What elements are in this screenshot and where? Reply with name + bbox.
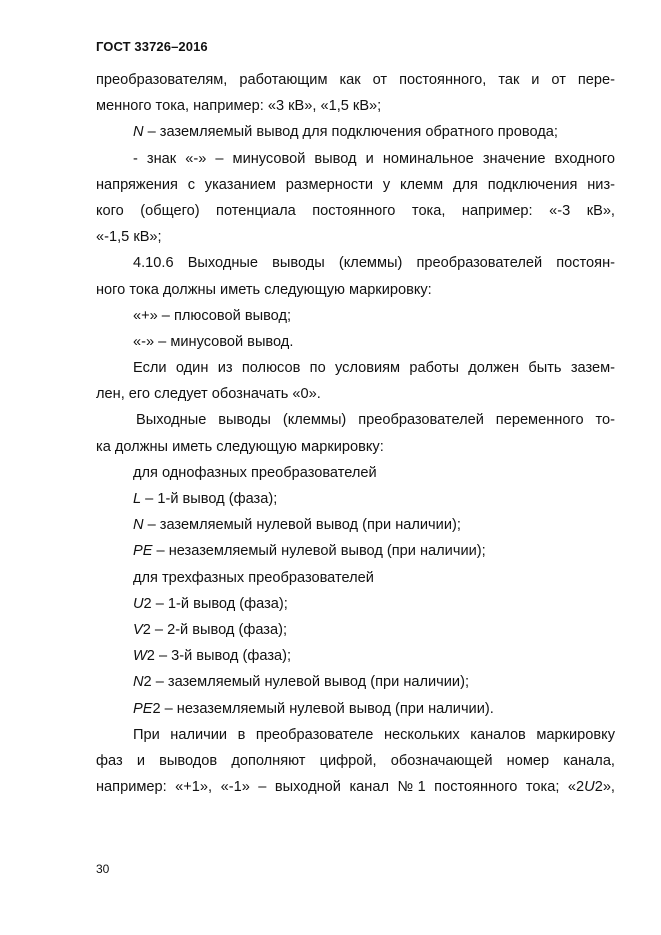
text-line: Если один из полюсов по условиям работы должен быть зазем- [133,360,615,377]
text-line: лен, его следует обозначать «0». [96,386,321,403]
document-header: ГОСТ 33726–2016 [96,39,208,54]
text-line: - знак «-» – минусовой вывод и номинальное значение входного [133,150,615,167]
text-line: N – заземляемый нулевой вывод (при наличии); [133,517,461,534]
text-line: менного тока, например: «3 кВ», «1,5 кВ»; [96,98,382,115]
text-line: N – заземляемый вывод для подключения обратного провода; [133,124,558,141]
text-line: V2 – 2-й вывод (фаза); [133,621,287,638]
text-line: ного тока должны иметь следующую маркировку: [96,281,432,298]
text-line: кого (общего) потенциала постоянного тока, например: «-3 кВ», [96,202,615,219]
document-body [96,67,615,800]
text-line: «-» – минусовой вывод. [133,333,294,350]
text-line: преобразователям, работающим как от постоянного, так и от пере- [96,72,615,88]
text-line: для однофазных преобразователей [133,464,377,481]
text-line: напряжения с указанием размерности у клемм для подключения низ- [96,176,615,193]
text-line: «-1,5 кВ»; [96,229,162,246]
page-number: 30 [96,862,110,876]
text-line: При наличии в преобразователе нескольких каналов маркировку [133,726,615,743]
text-line: Выходные выводы (клеммы) преобразователей переменного то- [136,412,615,429]
text-line: например: «+1», «-1» – выходной канал №1 постоянного тока; «2U2», [96,779,615,796]
text-line: фаз и выводов дополняют цифрой, обозначающей номер канала, [96,752,615,769]
text-line: 4.10.6 Выходные выводы (клеммы) преобразователей постоян- [133,255,615,272]
text-line: PE2 – незаземляемый нулевой вывод (при наличии). [133,700,494,717]
text-line: L – 1-й вывод (фаза); [133,491,278,507]
text-line: для трехфазных преобразователей [133,569,374,586]
text-line: PE – незаземляемый нулевой вывод (при наличии); [133,543,486,560]
text-line: W2 – 3-й вывод (фаза); [133,648,292,665]
text-line: N2 – заземляемый нулевой вывод (при наличии); [133,674,469,691]
text-line: «+» – плюсовой вывод; [133,307,292,324]
text-line: ка должны иметь следующую маркировку: [96,438,384,455]
text-line: U2 – 1-й вывод (фаза); [133,595,288,612]
